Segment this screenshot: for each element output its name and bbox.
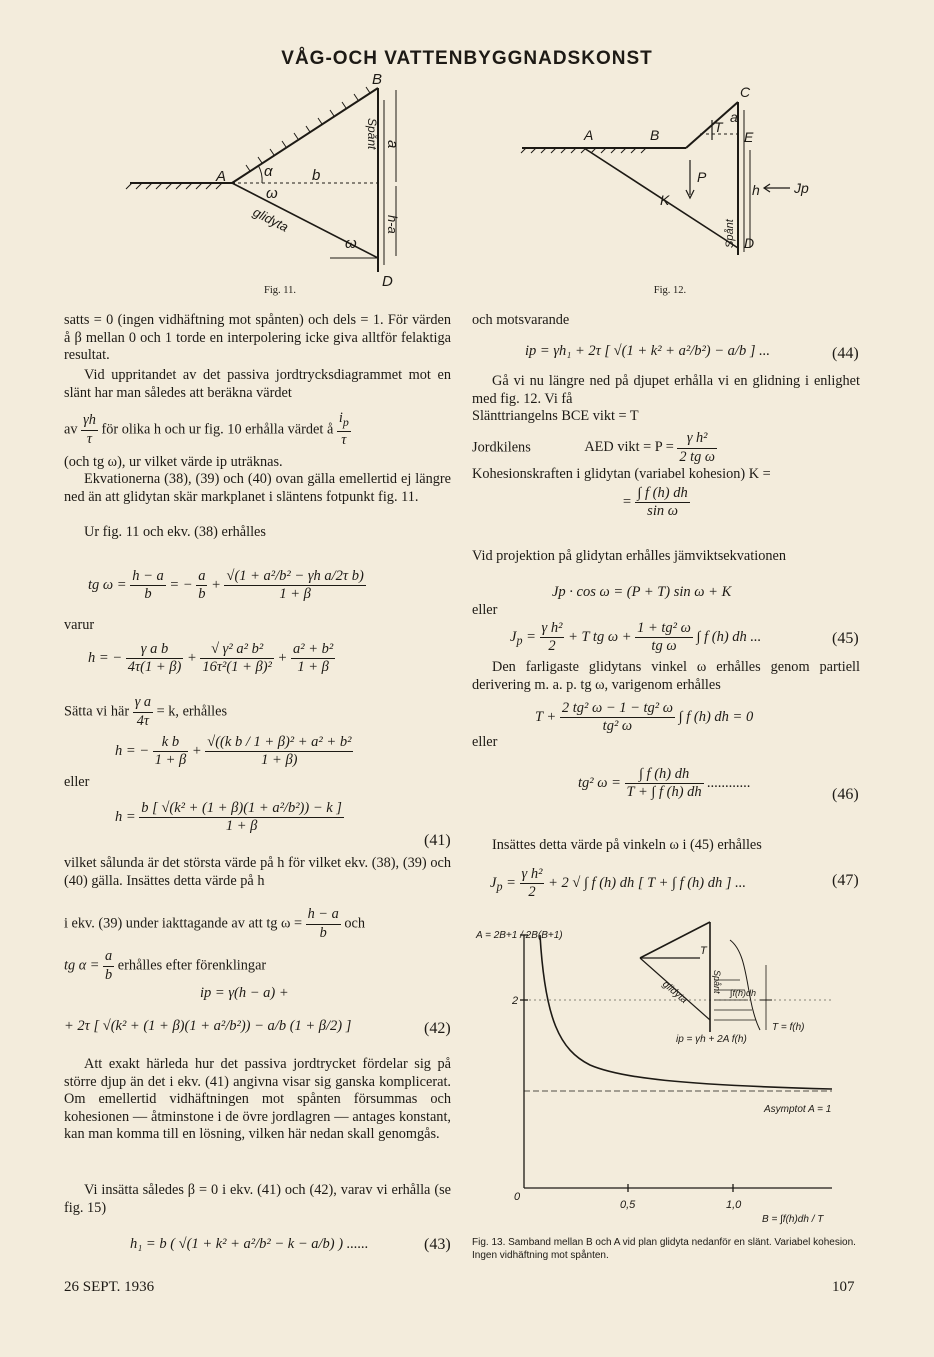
fig11-label-A: A [216, 168, 227, 185]
fig12-label-C: C [740, 84, 751, 100]
fig13-label-T: T [700, 945, 707, 957]
eq-tg-omega: tg ω = $\frac{h - a}{b}$ = − $\frac{a}{b}$ + $\frac{\text{√(1 + a²/b² − γh a/2τ b)}}{1 + \beta}$ [88, 568, 364, 602]
left-para-4: (och tg ω), ur vilket värde ip uträknas. [64, 454, 283, 470]
eq-number-43: (43) [424, 1236, 451, 1253]
fig11-label-ha: h-a [385, 215, 400, 234]
eq-ip: ip = γ(h − a) + [200, 985, 289, 1001]
eller-label-left: eller [64, 774, 90, 790]
satta-line: Sätta vi här $\frac{\text{γ a}}{4\tau}$ = k, erhålles [64, 694, 228, 729]
fig12-diagram [521, 102, 790, 255]
right-para-2: Gå vi nu längre ned på djupet erhålla vi en glidning i enlighet med fig. 12. Vi få [472, 373, 860, 407]
fig13-label-y2: 2 [512, 995, 519, 1007]
right-para-5: Kohesionskraften i glidytan (variabel kohesion) K = [472, 466, 771, 482]
eq-47: $J_p$ = $\frac{\text{γ h²}}{2}$ + 2 √ ∫ f (h) dh [ T + ∫ f (h) dh ] ... [490, 866, 747, 900]
fig13-caption: Fig. 13. Samband mellan B och A vid plan glidyta nedanför en slänt. Variabel kohesion. Ingen vidhäftning mot spånten. [472, 1237, 856, 1261]
fig12-label-a: a [730, 109, 738, 125]
fig12-label-P: P [697, 169, 707, 185]
eq-h3: h = $\frac{\text{b [ √(k² + (1 + β)(1 + a²/b²)) − k ]}}{1 + \beta}$ [115, 800, 342, 834]
fig11-caption: Fig. 11. [264, 285, 296, 296]
varur-label: varur [64, 617, 95, 633]
eq-h2: h = − $\frac{\text{k b}}{1 + \beta}$ + $\frac{\text{√((k b / 1 + β)² + a² + b²}}{1 + \beta)}$ [115, 734, 352, 768]
fig13-diagram [520, 922, 832, 1192]
fig12-caption: Fig. 12. [653, 285, 687, 296]
fig11-label-omega1: ω [266, 185, 278, 202]
fig13-label-asymptote: Asymptot A = 1 [764, 1104, 832, 1115]
fig13-label-ytop: A = 2B+1 / 2B(B+1) [476, 930, 563, 941]
fig12-label-A: A [584, 127, 594, 143]
footer-date: 26 SEPT. 1936 [64, 1279, 155, 1295]
left-para-9: tg α = $\frac{a}{b}$ erhålles efter förenklingar [64, 948, 267, 983]
right-para-6: Vid projektion på glidytan erhålles jämviktsekvationen [472, 548, 786, 564]
fig13-label-T-fh: T = f(h) [772, 1022, 805, 1033]
fig11-label-b: b [312, 167, 321, 184]
fig12-label-K: K [660, 192, 670, 208]
fig11-label-alpha: α [264, 163, 273, 180]
fig11-label-omega2: ω [345, 235, 357, 252]
eq-45: $J_p$ = $\frac{\text{γ h²}}{2}$ + T tg ω + $\frac{\text{1 + tg² ω}}{\text{tg ω}}$ ∫ f (h) dh ... [510, 620, 762, 654]
fig11-label-B: B [372, 71, 383, 88]
fig11-label-D: D [382, 273, 393, 290]
right-para-8: Den farligaste glidytans vinkel ω erhålles genom partiell derivering m. a. p. tg ω, varigenom erhålles [472, 659, 860, 693]
eq-42: + 2τ [ √(k² + (1 + β)(1 + a²/b²)) − a/b (1 + β/2) ] [64, 1018, 352, 1034]
fig13-label-x10: 1,0 [726, 1199, 742, 1211]
fig11-label-glidyta: glidyta [250, 204, 291, 235]
left-para-11: Vi insätta således β = 0 i ekv. (41) och (42), varav vi erhålla (se fig. 15) [64, 1182, 451, 1216]
right-para-9: Insättes detta värde på vinkeln ω i (45) erhålles [492, 837, 762, 853]
fig13-label-ffh: ∫f(h)dh [730, 988, 756, 998]
running-header: VÅG-OCH VATTENBYGGNADSKONST [281, 48, 653, 69]
fig12-label-B: B [650, 127, 660, 143]
eq-number-45: (45) [832, 630, 859, 647]
eq-44: ip = γh₁ + 2τ [ √(1 + k² + a²/b²) − a/b ] ... [525, 343, 770, 359]
fig12-label-T: T [714, 119, 723, 135]
eq-number-42: (42) [424, 1020, 451, 1037]
left-para-3: av $\frac{\gamma h}{\tau}$ för olika h och ur fig. 10 erhålla värdet å $\frac{i_p}{\tau}$ [64, 410, 349, 449]
eq-number-41: (41) [424, 832, 451, 849]
fig12-label-spont: Spånt [724, 219, 736, 248]
fig11-labels [215, 71, 401, 290]
eq-h1: h = − $\frac{\text{γ a b}}{4\tau(1 + \beta)}$ + $\frac{\text{√ γ² a² b²}}{\text{16τ²(1 + β)²}}$ + $\frac{\text{a² + b²}}{1 + \beta}$ [88, 641, 334, 675]
fig13-labels [475, 930, 831, 1225]
eq-43: h₁ = b ( √(1 + k² + a²/b² − k − a/b) ) ...... [130, 1236, 369, 1252]
fig13-label-x05: 0,5 [620, 1199, 636, 1211]
fig13-label-B: B = ∫f(h)dh / T [762, 1214, 824, 1225]
eq-number-46: (46) [832, 786, 859, 803]
eq-derivative: T + $\frac{\text{2 tg² ω − 1 − tg² ω}}{\text{tg² ω}}$ ∫ f (h) dh = 0 [535, 700, 754, 734]
fig12-labels [583, 84, 809, 251]
left-para-2: Vid uppritandet av det passiva jordtrycksdiagrammet mot en slänt har man således att beräkna värdet [64, 367, 451, 401]
eq-46: tg² ω = $\frac{\int f (h) dh}{T + \int f (h) dh}$ ............ [578, 766, 751, 800]
left-para-7: vilket sålunda är det största värde på h för vilket ekv. (38), (39) och (40) gälla. Insättes detta värde på h [64, 855, 451, 889]
fig13-label-spont: Spånt [712, 970, 722, 994]
fig13-label-ip: ip = γh + 2A f(h) [676, 1034, 747, 1045]
fig11-label-a: a [384, 140, 401, 149]
eq-number-44: (44) [832, 345, 859, 362]
fig12-label-h: h [752, 182, 760, 198]
left-para-5: Ekvationerna (38), (39) och (40) ovan gälla emellertid ej längre ned än att glidytan skär markplanet i släntens fotpunkt fig. 11. [64, 471, 451, 505]
eq-equilibrium: Jp · cos ω = (P + T) sin ω + K [552, 584, 732, 600]
left-para-10: Att exakt härleda hur det passiva jordtrycket fördelar sig på större djup än det i ekv. (41) angivna visar sig ganska komplicerat. Om emellertid vidhäftningen mot spånten försummas och kohesionen — åtminstone i de övre jordlagren — antages konstant, kan man komma till en lösning, vilken här nedan skall genomgås. [64, 1056, 451, 1143]
fig13-label-glidyta: glidyta [660, 978, 690, 1006]
eller-label-right-2: eller [472, 734, 498, 750]
fig12-label-E: E [744, 129, 754, 145]
fig11-label-spont: Spånt [365, 118, 379, 150]
eller-label-right: eller [472, 602, 498, 618]
right-para-3: Slänttriangelns BCE vikt = T [472, 408, 639, 424]
left-para-1: satts = 0 (ingen vidhäftning mot spånten) och dels = 1. För värden å β mellan 0 och 1 torde en interpolering icke giva alltför felaktiga resultat. [64, 312, 451, 364]
left-para-8: i ekv. (39) under iakttagande av att tg ω = $\frac{h - a}{b}$ och [64, 906, 365, 941]
left-para-6: Ur fig. 11 och ekv. (38) erhålles [84, 524, 266, 540]
fig12-label-D: D [744, 235, 755, 251]
fig13-label-y0: 0 [514, 1191, 521, 1203]
right-para-4: Jordkilens AED vikt = P = $\frac{\text{γ h²}}{\text{2 tg ω}}$ [472, 430, 715, 465]
eq-K: = $\frac{\int f (h) dh}{\text{sin ω}}$ [622, 485, 688, 519]
right-para-1: och motsvarande [472, 312, 570, 328]
footer-page-number: 107 [832, 1279, 855, 1295]
eq-number-47: (47) [832, 872, 859, 889]
fig12-label-Jp: Jp [794, 180, 809, 196]
